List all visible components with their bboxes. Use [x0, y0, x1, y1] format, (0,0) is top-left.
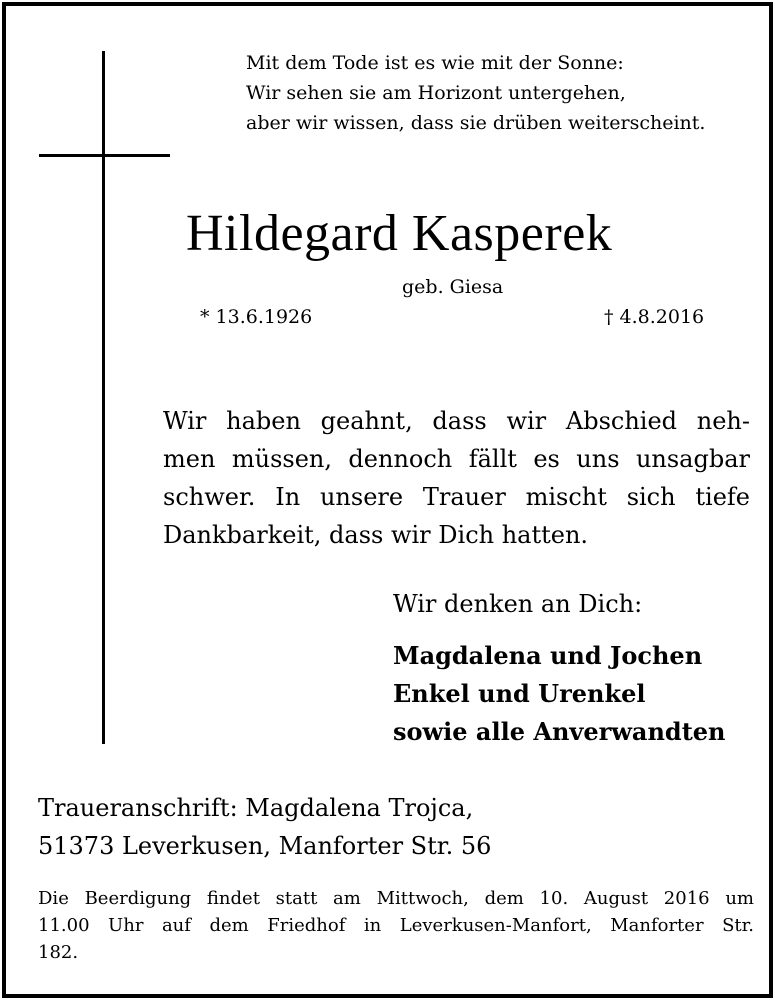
message-line: schwer. In unsere Trauer mischt sich tiefe — [163, 483, 750, 511]
mourner-name: Magdalena und Jochen — [393, 641, 703, 670]
quote-line: Wir sehen sie am Horizont untergehen, — [246, 82, 626, 104]
mourners-greeting: Wir denken an Dich: — [393, 590, 643, 618]
birth-name: geb. Giesa — [402, 276, 504, 298]
funeral-line: Die Beerdigung findet statt am Mittwoch, dem 10. August 2016 um — [38, 888, 754, 909]
funeral-line: 11.00 Uhr auf dem Friedhof in Leverkusen-Manfort, Manforter Str. — [38, 915, 754, 936]
obituary-frame — [2, 2, 773, 998]
cross-icon-horizontal-bar — [39, 154, 170, 157]
quote-line: aber wir wissen, dass sie drüben weiterscheint. — [246, 112, 706, 134]
mourner-name: Enkel und Urenkel — [393, 679, 646, 708]
address-line: Traueranschrift: Magdalena Trojca, — [38, 794, 474, 822]
mourners-list — [393, 637, 726, 751]
death-date: † 4.8.2016 — [604, 306, 705, 328]
message-line: men müssen, dennoch fällt es uns unsagbar — [163, 445, 750, 473]
funeral-notice — [38, 885, 754, 966]
message-line: Wir haben geahnt, dass wir Abschied neh- — [163, 407, 750, 435]
quote-line: Mit dem Tode ist es wie mit der Sonne: — [246, 52, 624, 74]
mourning-address — [38, 789, 491, 865]
address-line: 51373 Leverkusen, Manforter Str. 56 — [38, 832, 492, 860]
funeral-line: 182. — [38, 942, 79, 963]
deceased-name: Hildegard Kasperek — [186, 205, 613, 262]
quote-block — [246, 48, 705, 138]
birth-date: * 13.6.1926 — [200, 306, 313, 328]
message-text — [163, 402, 750, 554]
mourner-name: sowie alle Anverwandten — [393, 717, 726, 746]
message-line: Dankbarkeit, dass wir Dich hatten. — [163, 521, 589, 549]
